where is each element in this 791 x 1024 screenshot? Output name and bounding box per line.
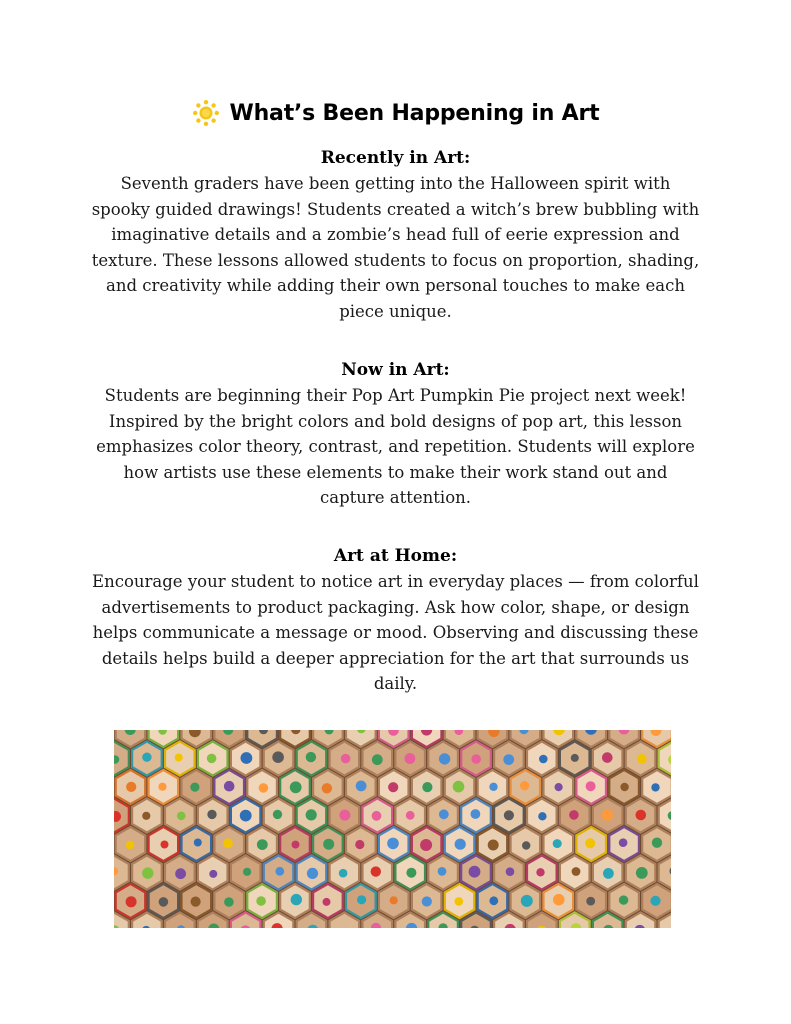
section-art-at-home bbox=[90, 543, 701, 697]
section-body: Students are beginning their Pop Art Pumpkin Pie project next week! Inspired by the bright colors and bold designs of pop art, this lesson emphasizes color theory, contrast, and repetition. Students will explore how artists use these elements to make their work stand out and capture attention. bbox=[96, 386, 695, 507]
section-heading: Art at Home: bbox=[333, 546, 458, 566]
sun-icon bbox=[192, 99, 220, 127]
section-heading: Recently in Art: bbox=[320, 148, 471, 168]
title-row bbox=[0, 96, 791, 130]
section-recently-in-art bbox=[90, 145, 701, 324]
section-heading: Now in Art: bbox=[341, 360, 450, 380]
section-now-in-art bbox=[90, 357, 701, 511]
section-body: Seventh graders have been getting into the Halloween spirit with spooky guided drawings! Students created a witch’s brew bubbling with imaginative details and a zombie’s head full of eerie expression and texture. These lessons allowed students to focus on proportion, shading, and creativity while adding their own personal touches to make each piece unique. bbox=[91, 174, 700, 321]
section-body: Encourage your student to notice art in everyday places — from colorful advertisements to product packaging. Ask how color, shape, or design helps communicate a message or mood. Observing and discussing these details helps build a deeper appreciation for the art that surrounds us daily. bbox=[92, 572, 699, 693]
page-title: What’s Been Happening in Art bbox=[229, 100, 600, 126]
pencil-ends-image bbox=[114, 730, 671, 928]
colored-pencils-photo bbox=[114, 730, 671, 928]
